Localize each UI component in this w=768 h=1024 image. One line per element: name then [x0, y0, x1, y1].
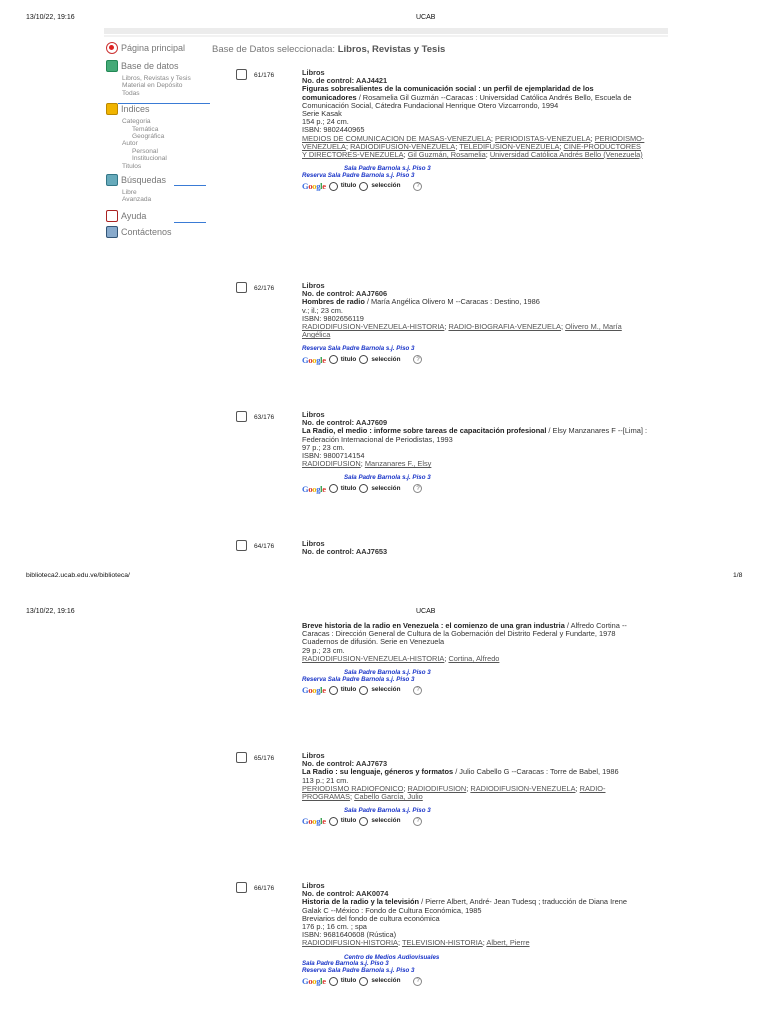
google-logo-letter: o — [308, 181, 313, 192]
google-logo-letter: l — [320, 181, 323, 192]
sidebar-rule — [174, 185, 206, 186]
record-body — [302, 69, 647, 191]
location-link[interactable]: Sala Padre Barnola s.j. Piso 3 — [344, 669, 431, 677]
subject-separator: ; — [350, 792, 355, 802]
subject-separator: ; — [397, 938, 402, 948]
record-citation — [302, 622, 647, 638]
google-logo-letter: G — [302, 816, 309, 827]
subject-link[interactable]: Olivero M., María Angélica — [302, 322, 622, 340]
select-checkbox[interactable] — [236, 69, 247, 80]
radio-seleccion-label: selección — [371, 182, 401, 190]
index-item-geografica[interactable]: Geográfica — [132, 133, 165, 141]
record-title: Hombres de radio — [302, 297, 365, 307]
location-link[interactable]: Reserva Sala Padre Barnola s.j. Piso 3 — [302, 967, 415, 975]
record-detail-line: 176 p.; 16 cm. ; spa — [302, 922, 367, 932]
google-logo[interactable] — [302, 817, 326, 825]
location-link[interactable]: Reserva Sala Padre Barnola s.j. Piso 3 — [302, 172, 415, 180]
record-type: Libros — [302, 881, 325, 890]
record-citation — [302, 427, 647, 443]
location-link[interactable]: Sala Padre Barnola s.j. Piso 3 — [344, 165, 431, 173]
google-logo-letter: e — [322, 354, 326, 365]
help-icon[interactable]: ? — [413, 817, 422, 826]
subject-list — [302, 323, 647, 339]
db-selected-prefix: Base de Datos seleccionada: — [212, 44, 336, 55]
record-citation — [302, 298, 647, 306]
radio-seleccion-label: selección — [371, 484, 401, 492]
subject-link[interactable]: Manzanares F., Elsy — [364, 459, 432, 469]
radio-seleccion[interactable] — [359, 977, 368, 986]
subject-separator: ; — [403, 150, 408, 160]
search-icon — [106, 174, 118, 186]
radio-titulo-label: titulo — [340, 686, 357, 693]
record-body — [302, 752, 647, 826]
db-item-libros[interactable]: Libros, Revistas y Tesis — [122, 75, 191, 82]
google-search-row — [302, 686, 647, 695]
sidebar-rule — [118, 103, 210, 104]
google-logo[interactable] — [302, 686, 326, 694]
google-search-row — [302, 484, 647, 493]
subject-link[interactable]: RADIODIFUSION-VENEZUELA — [350, 141, 456, 151]
nav-indices-label: Indices — [121, 104, 150, 115]
subject-separator: ; — [444, 653, 449, 663]
record-detail-line: 97 p.; 23 cm. — [302, 442, 345, 452]
control-number: No. de control: AAJ7606 — [302, 289, 388, 299]
print-footer-page: 1/8 — [733, 572, 743, 579]
subject-link[interactable]: RADIODIFUSION-VENEZUELA-HISTORIA — [302, 322, 445, 332]
google-logo-letter: G — [302, 685, 309, 695]
subject-link[interactable]: RADIO-PROGRAMAS — [302, 783, 606, 802]
location-block — [302, 346, 647, 353]
radio-seleccion[interactable] — [359, 484, 368, 493]
subject-separator: ; — [559, 141, 564, 151]
google-logo-letter: l — [320, 816, 323, 827]
google-logo-letter: o — [312, 181, 317, 192]
radio-seleccion[interactable] — [359, 182, 368, 191]
nav-databases[interactable] — [106, 60, 216, 72]
google-logo-letter: l — [320, 976, 323, 987]
nav-indices[interactable] — [106, 103, 216, 115]
record-imprint: / Alfredo Cortina --Caracas : Dirección General de Cultura de la Gobernación del Distrito Federal y Fundarte, 1978 — [302, 621, 627, 639]
record-imprint: / Julio Cabello G --Caracas : Torre de Babel, 1986 — [453, 767, 619, 777]
radio-seleccion-label: selección — [371, 977, 401, 985]
location-block — [302, 475, 647, 482]
control-number: No. de control: AAJ4421 — [302, 76, 388, 86]
subject-link[interactable]: RADIODIFUSION — [302, 459, 361, 469]
record-imprint: / Pierre Albert, André- Jean Tudesq ; traducción de Diana Irene Galak C --México : Fondo de Cultura Económica, 1985 — [302, 897, 627, 915]
record-detail-line: ISBN: 9800714154 — [302, 451, 365, 461]
record-type: Libros — [302, 539, 325, 548]
google-logo-letter: o — [312, 816, 317, 827]
radio-seleccion[interactable] — [359, 355, 368, 364]
nav-databases-label: Base de datos — [121, 61, 179, 71]
radio-titulo[interactable] — [329, 355, 338, 364]
subject-separator: ; — [345, 141, 351, 151]
record-detail-line: Breviarios del fondo de cultura económica — [302, 913, 440, 923]
google-logo-letter: o — [308, 685, 313, 695]
result-count: 65/176 — [254, 755, 275, 762]
subject-separator: ; — [490, 133, 496, 143]
sidebar — [106, 42, 216, 238]
radio-titulo[interactable] — [329, 182, 338, 191]
google-logo-letter: o — [308, 483, 313, 494]
google-logo-letter: o — [312, 354, 317, 365]
subject-link[interactable]: Albert, Pierre — [486, 938, 530, 948]
nav-help-label: Ayuda — [121, 210, 147, 221]
google-logo-letter: g — [316, 685, 321, 695]
index-item-categoria[interactable]: Categoria — [122, 118, 151, 126]
subject-link[interactable]: TELEVISION-HISTORIA — [401, 938, 483, 948]
select-checkbox[interactable] — [236, 411, 247, 422]
db-selected-value: Libros, Revistas y Tesis — [337, 44, 446, 55]
radio-titulo[interactable] — [329, 817, 338, 826]
google-logo-letter: l — [320, 685, 323, 695]
subject-link[interactable]: RADIODIFUSION — [407, 783, 467, 793]
record-body — [302, 882, 647, 986]
radio-seleccion[interactable] — [359, 686, 368, 695]
record-detail-line: 29 p.; 23 cm. — [302, 645, 345, 655]
radio-seleccion-label: selección — [371, 355, 401, 363]
subject-link[interactable]: TELEDIFUSION-VENEZUELA — [459, 141, 560, 151]
indices-icon — [106, 103, 118, 115]
index-item-titulos[interactable]: Titulos — [122, 162, 142, 170]
google-logo[interactable] — [302, 356, 326, 364]
subject-list — [302, 785, 647, 801]
nav-contact[interactable] — [106, 226, 216, 238]
record-citation — [302, 85, 647, 110]
help-icon[interactable]: ? — [413, 977, 422, 986]
record-body — [302, 540, 647, 556]
print-timestamp: 13/10/22, 19:16 — [26, 608, 75, 615]
search-item-avanzada[interactable]: Avanzada — [122, 196, 152, 204]
subject-link[interactable]: CINE-PRODUCTORES Y DIRECTORES-VENEZUELA — [302, 141, 641, 160]
nav-help[interactable] — [106, 210, 216, 222]
top-bar-shade — [104, 35, 668, 37]
record-body — [302, 622, 647, 695]
top-bar — [104, 28, 668, 34]
location-block — [302, 670, 647, 684]
record-detail-line: Serie Kasak — [302, 109, 342, 119]
record-type: Libros — [302, 281, 325, 290]
subject-link[interactable]: PERIODISMO RADIOFONICO — [302, 783, 404, 793]
record-imprint: / María Angélica Olivero M --Caracas : Destino, 1986 — [364, 297, 540, 307]
record-detail-line: v.; il.; 23 cm. — [302, 305, 343, 315]
google-logo[interactable] — [302, 485, 326, 493]
record-title: La Radio, el medio : informe sobre tareas de capacitación profesional — [302, 426, 547, 436]
google-logo-letter: G — [302, 483, 309, 494]
help-icon — [106, 210, 118, 222]
db-item-todas[interactable]: Todas — [122, 89, 140, 97]
radio-seleccion-label: selección — [371, 817, 401, 825]
google-logo-letter: l — [320, 483, 323, 494]
google-search-row — [302, 355, 647, 364]
record-citation — [302, 768, 647, 776]
control-number: No. de control: AAJ7673 — [302, 759, 388, 769]
record-detail-line: ISBN: 9681640608 (Rústica) — [302, 930, 397, 940]
subject-separator: ; — [561, 322, 566, 332]
subject-link[interactable]: Cortina, Alfredo — [448, 653, 500, 663]
google-logo-letter: e — [322, 816, 326, 827]
google-logo-letter: o — [312, 483, 317, 494]
help-icon[interactable]: ? — [413, 686, 422, 695]
db-item-deposito[interactable]: Material en Depósito — [122, 82, 183, 90]
sidebar-rule — [174, 222, 206, 223]
subject-link[interactable]: Universidad Católica Andrés Bello (Venezuela) — [489, 150, 643, 160]
google-logo-letter: l — [320, 354, 323, 365]
subject-list — [302, 135, 647, 160]
index-item-institucional[interactable]: Institucional — [132, 155, 167, 163]
select-checkbox[interactable] — [236, 540, 247, 551]
location-link[interactable]: Sala Padre Barnola s.j. Piso 3 — [344, 807, 431, 815]
record-imprint: / Rosamelia Gil Guzmán --Caracas : Universidad Católica Andrés Bello, Escuela de Comunicación Social, Cátedra Fundacional Henrique Otero Vizcarrondo, 1994 — [302, 92, 632, 110]
nav-searches-label: Búsquedas — [121, 175, 167, 186]
subject-link[interactable]: RADIODIFUSION-HISTORIA — [302, 938, 398, 948]
record-body — [302, 411, 647, 493]
google-logo-letter: g — [316, 976, 321, 987]
radio-titulo-label: titulo — [340, 817, 357, 825]
subject-link[interactable]: MEDIOS DE COMUNICACION DE MASAS-VENEZUELA — [302, 133, 491, 143]
select-checkbox[interactable] — [236, 282, 247, 293]
index-item-personal[interactable]: Personal — [132, 147, 159, 155]
subject-link[interactable]: Gil Guzmán, Rosamelia — [407, 150, 486, 160]
google-search-row — [302, 977, 647, 986]
record-detail-line: ISBN: 9802656119 — [302, 313, 364, 323]
radio-titulo-label: titulo — [340, 355, 357, 363]
google-logo-letter: g — [316, 181, 321, 192]
record-type: Libros — [302, 751, 325, 760]
google-logo-letter: e — [322, 685, 326, 695]
google-search-row — [302, 817, 647, 826]
google-logo-letter: e — [322, 976, 326, 987]
database-icon — [106, 60, 118, 72]
location-block — [302, 808, 647, 815]
subject-separator: ; — [466, 783, 471, 793]
radio-titulo[interactable] — [329, 977, 338, 986]
record-title: Historia de la radio y la televisión — [302, 897, 420, 907]
google-search-row — [302, 182, 647, 191]
result-count: 61/176 — [254, 72, 275, 79]
home-icon — [106, 42, 118, 54]
nav-home[interactable] — [106, 42, 216, 54]
record-detail-line: 113 p.; 21 cm. — [302, 775, 349, 785]
subject-separator: ; — [482, 938, 487, 948]
result-count: 64/176 — [254, 543, 275, 550]
nav-contact-label: Contáctenos — [121, 226, 172, 237]
radio-titulo-label: titulo — [340, 182, 357, 190]
print-footer-url: biblioteca2.ucab.edu.ve/biblioteca/ — [26, 572, 130, 579]
help-icon[interactable]: ? — [413, 182, 422, 191]
location-link[interactable]: Centro de Medios Audiovisuales — [344, 953, 440, 961]
google-logo-letter: g — [316, 354, 321, 365]
record-body — [302, 282, 647, 364]
subject-link[interactable]: Cabello García, Julio — [354, 792, 423, 802]
subject-list — [302, 655, 647, 663]
record-type: Libros — [302, 68, 325, 77]
subject-link[interactable]: RADIODIFUSION-VENEZUELA — [470, 783, 576, 793]
radio-titulo-label: titulo — [340, 484, 357, 492]
subject-list — [302, 939, 647, 947]
subject-separator: ; — [455, 141, 460, 151]
select-checkbox[interactable] — [236, 752, 247, 763]
help-icon[interactable]: ? — [413, 484, 422, 493]
subject-separator: ; — [575, 783, 580, 793]
record-title: Breve historia de la radio en Venezuela : el comienzo de una gran industria — [302, 621, 565, 630]
print-title: UCAB — [416, 608, 436, 615]
google-logo-letter: G — [302, 976, 309, 987]
subject-separator: ; — [360, 459, 365, 469]
google-logo-letter: o — [312, 976, 317, 987]
subject-link[interactable]: RADIO-BIOGRAFIA-VENEZUELA — [448, 322, 561, 332]
radio-titulo-label: titulo — [340, 977, 357, 985]
record-detail-line: 154 p.; 24 cm. — [302, 117, 349, 127]
control-number: No. de control: AAK0074 — [302, 889, 389, 899]
subject-link[interactable]: PERIODISTAS-VENEZUELA — [495, 133, 591, 143]
subject-separator: ; — [590, 133, 595, 143]
subject-separator: ; — [485, 150, 490, 160]
record-citation — [302, 898, 647, 914]
record-imprint: / Elsy Manzanares F --[Lima] : Federación Internacional de Periodistas, 1993 — [302, 426, 647, 444]
record-detail-line: ISBN: 9802440965 — [302, 125, 365, 135]
google-logo[interactable] — [302, 182, 326, 190]
subject-separator: ; — [403, 783, 408, 793]
google-logo-letter: o — [312, 685, 317, 695]
result-count: 66/176 — [254, 885, 275, 892]
location-link[interactable]: Reserva Sala Padre Barnola s.j. Piso 3 — [302, 345, 415, 353]
record-type: Libros — [302, 410, 325, 419]
subject-list — [302, 460, 647, 468]
google-logo-letter: e — [322, 181, 326, 192]
subject-link[interactable]: RADIODIFUSION-VENEZUELA-HISTORIA — [302, 653, 445, 663]
radio-seleccion-label: selección — [371, 686, 401, 693]
radio-seleccion[interactable] — [359, 817, 368, 826]
google-logo-letter: o — [308, 816, 313, 827]
google-logo-letter: o — [308, 354, 313, 365]
nav-home-label: Página principal — [121, 43, 186, 53]
record-title: La Radio : su lenguaje, géneros y formatos — [302, 767, 454, 777]
index-item-tematica[interactable]: Temática — [132, 125, 159, 133]
record-title: Figuras sobresalientes de la comunicación social : un perfil de ejemplaridad de los comunicadores — [302, 84, 594, 102]
subject-link[interactable]: PERIODISMO-VENEZUELA — [302, 133, 645, 151]
control-number: No. de control: AAJ7609 — [302, 418, 388, 428]
location-link[interactable]: Reserva Sala Padre Barnola s.j. Piso 3 — [302, 675, 415, 683]
help-icon[interactable]: ? — [413, 355, 422, 364]
google-logo-letter: o — [308, 976, 313, 987]
radio-titulo[interactable] — [329, 484, 338, 493]
result-count: 63/176 — [254, 414, 275, 421]
db-selected-header — [212, 44, 445, 55]
location-block — [302, 166, 647, 180]
google-logo-letter: g — [316, 483, 321, 494]
mail-icon — [106, 226, 118, 238]
location-block — [302, 955, 647, 975]
control-number: No. de control: AAJ7653 — [302, 547, 388, 557]
google-logo-letter: G — [302, 181, 309, 192]
subject-separator: ; — [444, 322, 449, 332]
print-timestamp: 13/10/22, 19:16 — [26, 14, 75, 21]
location-link[interactable]: Sala Padre Barnola s.j. Piso 3 — [302, 960, 389, 968]
record-detail-line: Cuadernos de difusión. Serie en Venezuela — [302, 637, 445, 647]
print-title: UCAB — [416, 14, 436, 21]
search-item-libre[interactable]: Libre — [122, 189, 137, 197]
location-link[interactable]: Sala Padre Barnola s.j. Piso 3 — [344, 474, 431, 482]
google-logo-letter: G — [302, 354, 309, 365]
google-logo-letter: e — [322, 483, 326, 494]
result-count: 62/176 — [254, 285, 275, 292]
select-checkbox[interactable] — [236, 882, 247, 893]
index-item-autor[interactable]: Autor — [122, 140, 138, 148]
radio-titulo[interactable] — [329, 686, 338, 695]
google-logo[interactable] — [302, 977, 326, 985]
google-logo-letter: g — [316, 816, 321, 827]
